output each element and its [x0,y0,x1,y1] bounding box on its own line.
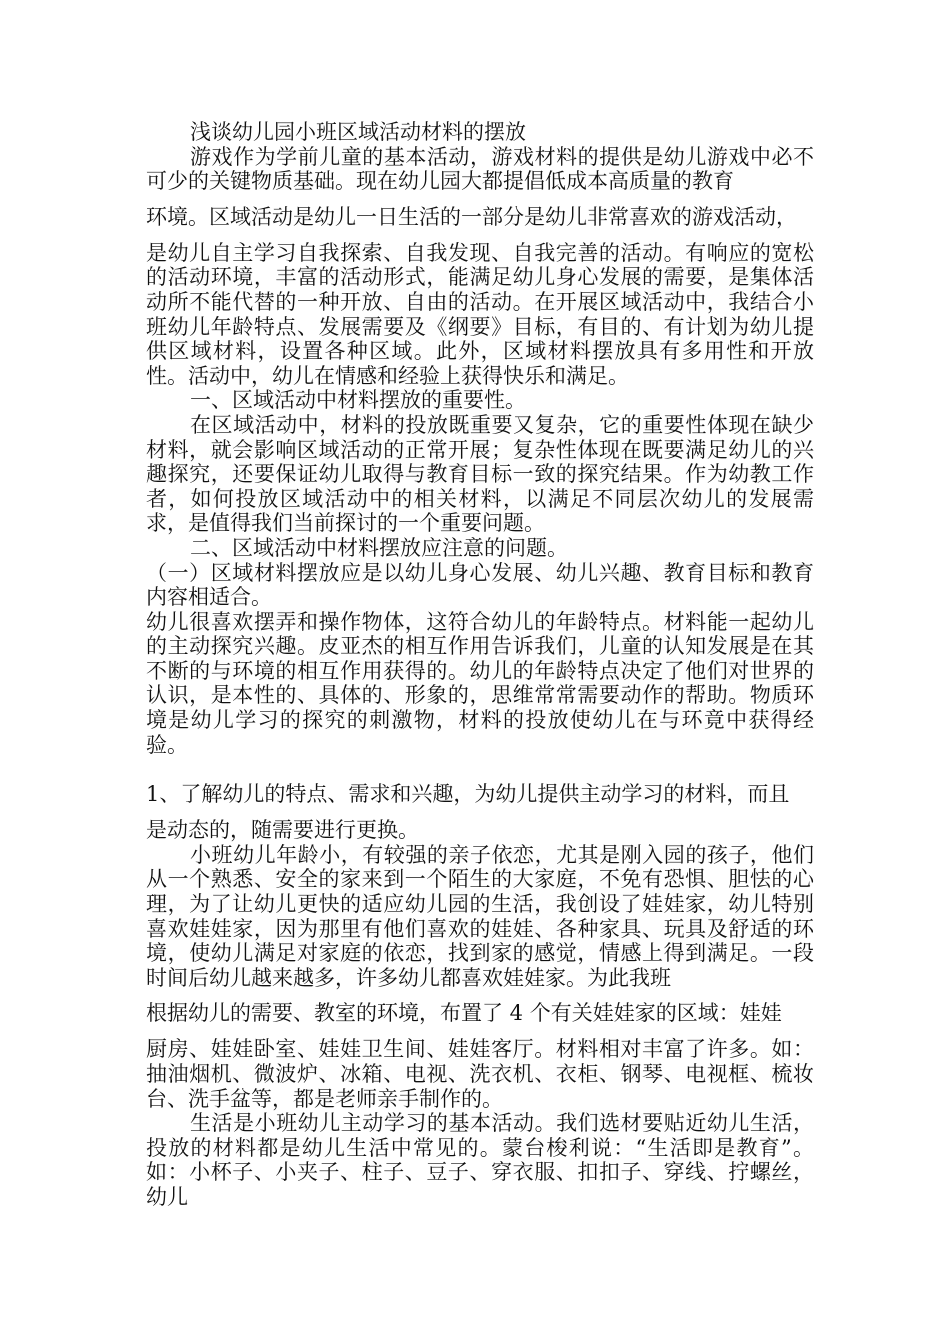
document-page [146,120,814,1210]
section-2-heading: 二、区域活动中材料摆放应注意的问题。 [190,535,568,560]
point-1-paragraph-2: 生活是小班幼儿主动学习的基本活动。我们选材要贴近幼儿生活，投放的材料都是幼儿生活中常见的。蒙台梭利说：“生活即是教育”。如：小杯子、小夹子、柱子、豆子、穿衣服、扣扣子、穿线、拧螺丝，幼儿 [146,1111,814,1209]
intro-paragraph-part-1: 游戏作为学前儿童的基本活动，游戏材料的提供是幼儿游戏中必不可少的关键物质基础。现在幼儿园大都提倡低成本高质量的教育 [146,144,814,194]
point-1-paragraph-part-2: 根据幼儿的需要、教室的环境，布置了 4 个有关娃娃家的区域：娃娃 [146,1001,782,1026]
intro-paragraph-part-2: 环境。区域活动是幼儿一日生活的一部分是幼儿非常喜欢的游戏活动， [146,204,797,229]
point-1-paragraph-part-1: 小班幼儿年龄小，有较强的亲子依恋，尤其是刚入园的孩子，他们从一个熟悉、安全的家来到一个陌生的大家庭，不免有恐惧、胆怯的心理，为了让幼儿更快的适应幼儿园的生活，我创设了娃娃家，幼儿特别喜欢娃娃家，因为那里有他们喜欢的娃娃、各种家具、玩具及舒适的环境，使幼儿满足对家庭的依恋，找到家的感觉，情感上得到满足。一段时间后幼儿越来越多，许多幼儿都喜欢娃娃家。为此我班 [146,842,814,990]
subsection-1-heading: （一）区域材料摆放应是以幼儿身心发展、幼儿兴趣、教育目标和教育内容相适合。 [146,560,814,610]
intro-paragraph-part-3: 是幼儿自主学习自我探索、自我发现、自我完善的活动。有响应的宽松的活动环境，丰富的活动形式，能满足幼儿身心发展的需要，是集体活动所不能代替的一种开放、自由的活动。在开展区域活动中，我结合小班幼儿年龄特点、发展需要及《纲要》目标，有目的、有计划为幼儿提供区域材料，设置各种区域。此外，区域材料摆放具有多用性和开放性。活动中，幼儿在情感和经验上获得快乐和满足。 [146,240,814,388]
point-1-heading-part-1: 1、了解幼儿的特点、需求和兴趣，为幼儿提供主动学习的材料，而且 [146,782,790,807]
subsection-1-paragraph: 幼儿很喜欢摆弄和操作物体，这符合幼儿的年龄特点。材料能一起幼儿的主动探究兴趣。皮亚杰的相互作用告诉我们，儿童的认知发展是在其不断的与环境的相互作用获得的。幼儿的年龄特点决定了他们对世界的认识，是本性的、具体的、形象的，思维常常需要动作的帮助。物质环境是幼儿学习的探究的刺激物，材料的投放使幼儿在与环竟中获得经验。 [146,609,814,757]
document-title: 浅谈幼儿园小班区域活动材料的摆放 [190,120,526,144]
point-1-paragraph-part-3: 厨房、娃娃卧室、娃娃卫生间、娃娃客厅。材料相对丰富了许多。如：抽油烟机、微波炉、冰箱、电视、洗衣机、衣柜、钢琴、电视框、梳妆台、洗手盆等，都是老师亲手制作的。 [146,1037,814,1111]
point-1-heading-part-2: 是动态的，随需要进行更换。 [146,818,419,843]
section-1-heading: 一、区域活动中材料摆放的重要性。 [190,388,526,413]
section-1-paragraph: 在区域活动中，材料的投放既重要又复杂，它的重要性体现在缺少材料，就会影响区域活动的正常开展；复杂性体现在既要满足幼儿的兴趣探究，还要保证幼儿取得与教育目标一致的探究结果。作为幼教工作者，如何投放区域活动中的相关材料，以满足不同层次幼儿的发展需求，是值得我们当前探讨的一个重要问题。 [146,412,814,536]
